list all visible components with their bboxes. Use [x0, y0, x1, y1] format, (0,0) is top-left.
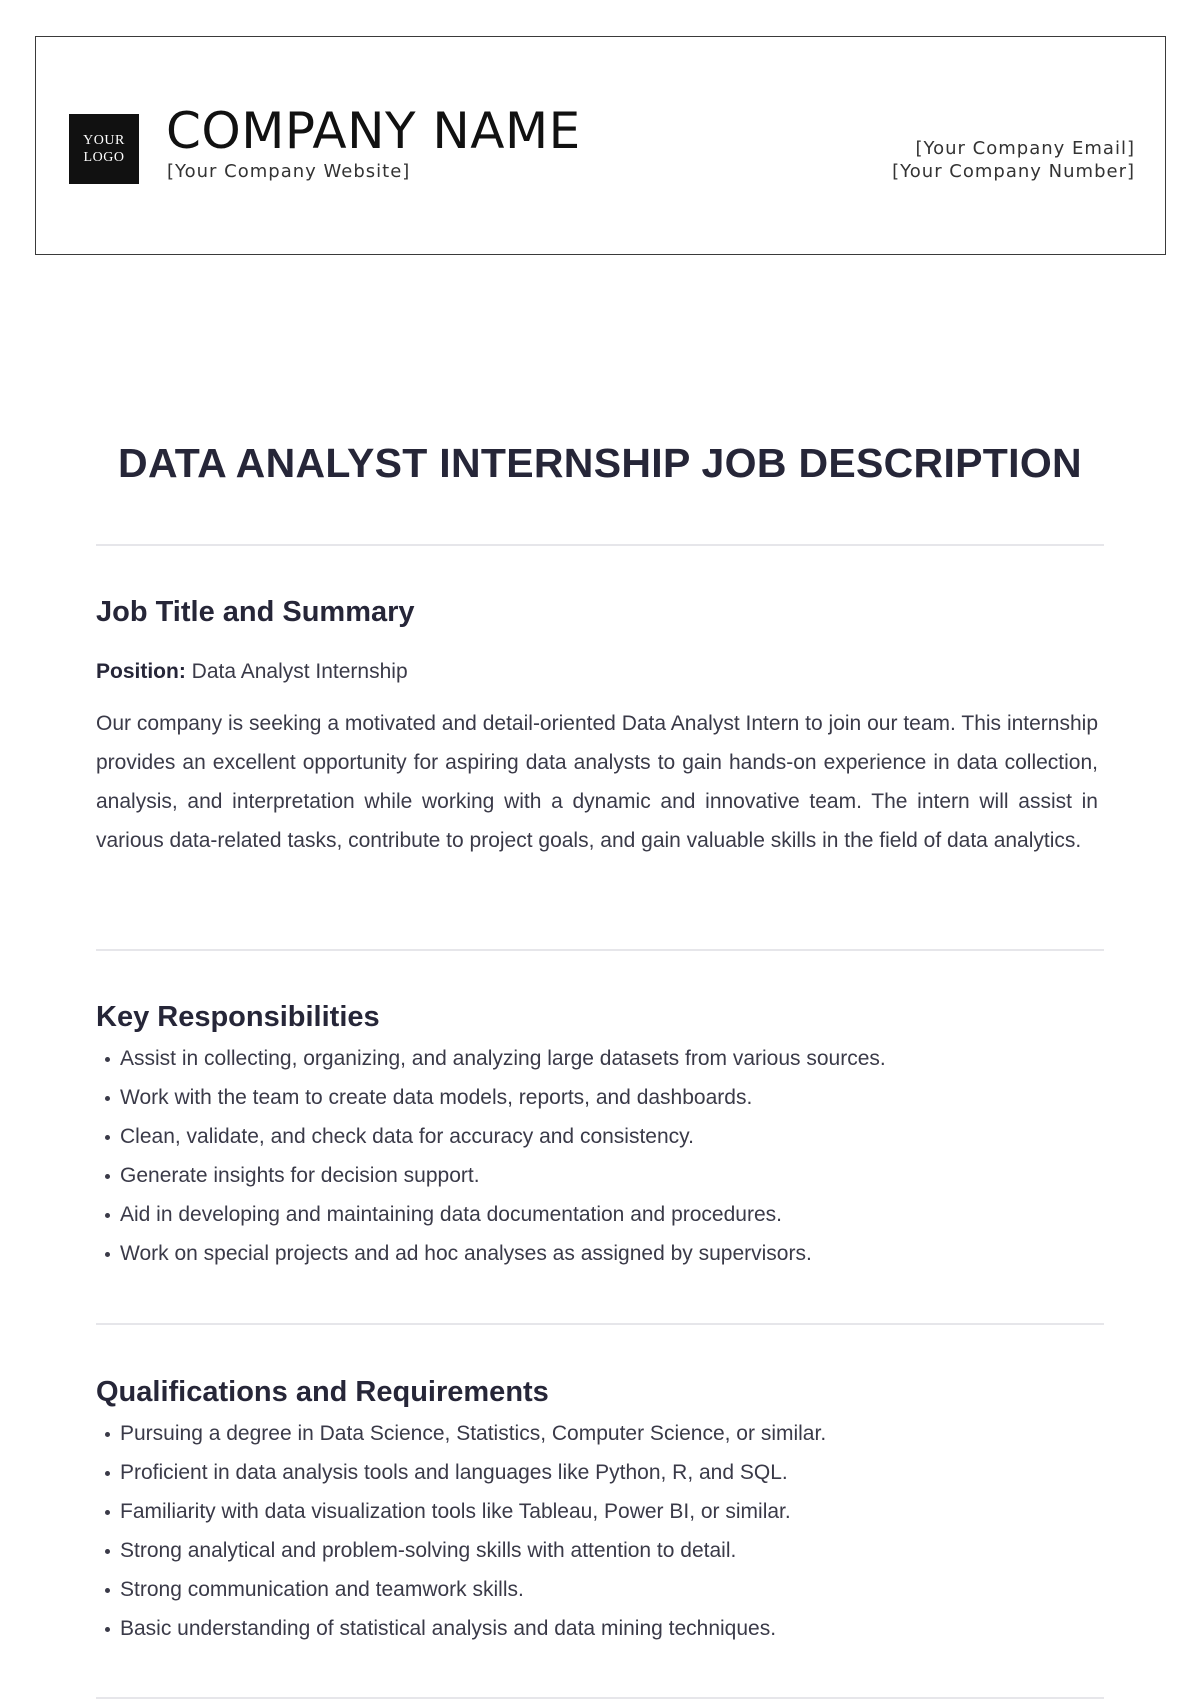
- list-item: Work on special projects and ad hoc analyses as assigned by supervisors.: [96, 1234, 886, 1273]
- company-name: COMPANY NAME: [166, 102, 581, 160]
- section-heading-summary: Job Title and Summary: [96, 596, 415, 628]
- position-value: Data Analyst Internship: [191, 660, 408, 683]
- section-divider: [96, 949, 1104, 951]
- document-title: DATA ANALYST INTERNSHIP JOB DESCRIPTION: [118, 440, 1082, 486]
- section-divider: [96, 544, 1104, 546]
- company-email: [Your Company Email]: [915, 138, 1135, 159]
- list-item: Generate insights for decision support.: [96, 1156, 886, 1195]
- list-item: Assist in collecting, organizing, and analyzing large datasets from various sources.: [96, 1039, 886, 1078]
- list-item: Aid in developing and maintaining data documentation and procedures.: [96, 1195, 886, 1234]
- list-item: Strong communication and teamwork skills.: [96, 1570, 826, 1609]
- position-line: [96, 660, 408, 684]
- company-contact: [892, 137, 1135, 183]
- summary-paragraph: Our company is seeking a motivated and detail-oriented Data Analyst Intern to join our team. This internship provides an excellent opportunity for aspiring data analysts to gain hands-on experience in data collection, analysis, and interpretation while working with a dynamic and innovative team. The intern will assist in various data-related tasks, contribute to project goals, and gain valuable skills in the field of data analytics.: [96, 712, 1098, 852]
- responsibilities-list: [96, 1039, 886, 1273]
- company-website: [Your Company Website]: [167, 161, 411, 182]
- logo-text-line2: LOGO: [83, 150, 125, 165]
- list-item: Clean, validate, and check data for accuracy and consistency.: [96, 1117, 886, 1156]
- position-label: Position:: [96, 660, 186, 683]
- section-heading-qualifications: Qualifications and Requirements: [96, 1376, 549, 1408]
- section-divider: [96, 1323, 1104, 1325]
- list-item: Work with the team to create data models, reports, and dashboards.: [96, 1078, 886, 1117]
- list-item: Basic understanding of statistical analysis and data mining techniques.: [96, 1609, 826, 1648]
- list-item: Proficient in data analysis tools and languages like Python, R, and SQL.: [96, 1453, 826, 1492]
- company-header: [35, 36, 1166, 255]
- section-divider: [96, 1697, 1104, 1699]
- logo-text-line1: YOUR: [83, 133, 125, 148]
- company-logo: [69, 114, 139, 184]
- list-item: Strong analytical and problem-solving skills with attention to detail.: [96, 1531, 826, 1570]
- list-item: Familiarity with data visualization tools like Tableau, Power BI, or similar.: [96, 1492, 826, 1531]
- list-item: Pursuing a degree in Data Science, Statistics, Computer Science, or similar.: [96, 1414, 826, 1453]
- section-heading-responsibilities: Key Responsibilities: [96, 1001, 380, 1033]
- qualifications-list: [96, 1414, 826, 1648]
- company-number: [Your Company Number]: [892, 161, 1135, 182]
